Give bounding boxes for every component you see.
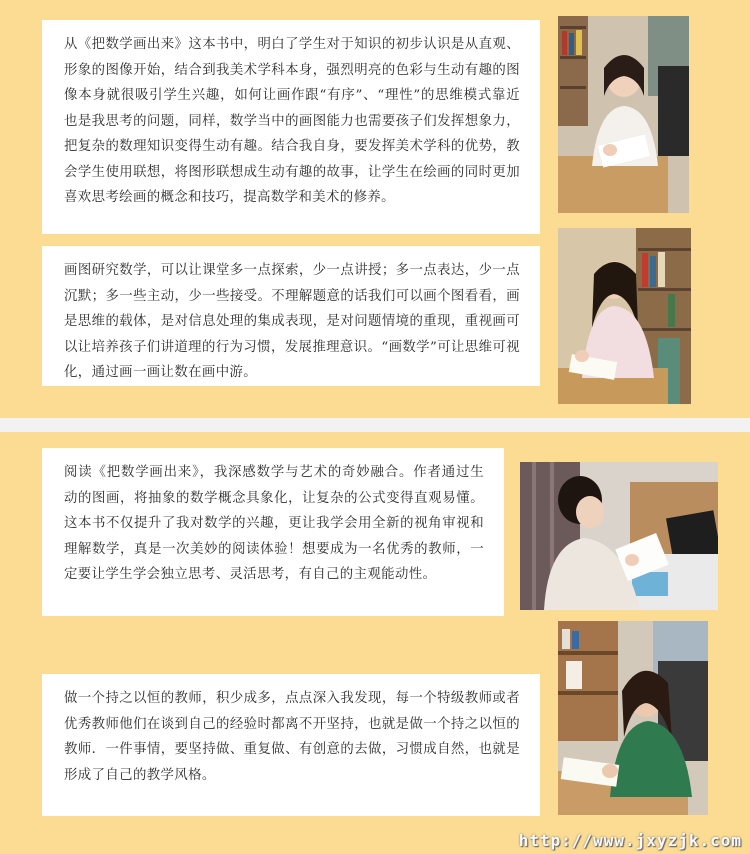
teacher-reading-photo-2: [558, 228, 691, 404]
reflection-text-2: 画图研究数学，可以让课堂多一点探索，少一点讲授；多一点表达，少一点沉默；多一些主动，少一些接受。不理解题意的话我们可以画个图看看，画是思维的载体，是对信息处理的集成表现，是对问题情境的重现，重视画可以让培养孩子们讲道理的行为习惯，发展推理意识。“画数学”可让思维可视化，通过画一画让数在画中游。: [64, 263, 520, 380]
reflection-text-3: 阅读《把数学画出来》，我深感数学与艺术的奇妙融合。作者通过生动的图画，将抽象的数学概念具象化，让复杂的公式变得直观易懂。这本书不仅提升了我对数学的兴趣，更让我学会用全新的视角审视和理解数学，真是一次美妙的阅读体验！想要成为一名优秀的教师，一定要让学生学会独立思考、灵活思考，有自己的主观能动性。: [64, 465, 484, 582]
reflection-card-1: [42, 20, 540, 234]
reflection-card-4: [42, 674, 540, 816]
teacher-reading-photo-1: [558, 16, 689, 213]
reflection-card-2: [42, 246, 540, 386]
section-divider: [0, 418, 750, 432]
reflection-text-1: 从《把数学画出来》这本书中，明白了学生对于知识的初步认识是从直观、形象的图像开始，结合到我美术学科本身，强烈明亮的色彩与生动有趣的图像本身就很吸引学生兴趣，如何让画作跟“有序”、“理性”的思维模式靠近也是我思考的问题，同样，数学当中的画图能力也需要孩子们发挥想象力，把复杂的数理知识变得生动有趣。结合我自身，要发挥美术学科的优势，教会学生使用联想，将图形联想成生动有趣的故事，让学生在绘画的同时更加喜欢思考绘画的概念和技巧，提高数学和美术的修养。: [64, 37, 520, 205]
reflection-text-4: 做一个持之以恒的教师，积少成多，点点深入我发现，每一个特级教师或者优秀教师他们在谈到自己的经验时都离不开坚持，也就是做一个持之以恒的教师．一件事情，要坚持做、重复做、有创意的去做，习惯成自然，也就是形成了自己的教学风格。: [64, 691, 520, 783]
teacher-reading-photo-3: [520, 462, 718, 610]
site-watermark: http://www.jxyzjk.com: [518, 831, 742, 850]
reflection-card-3: [42, 448, 504, 616]
teacher-reading-photo-4: [558, 621, 708, 815]
